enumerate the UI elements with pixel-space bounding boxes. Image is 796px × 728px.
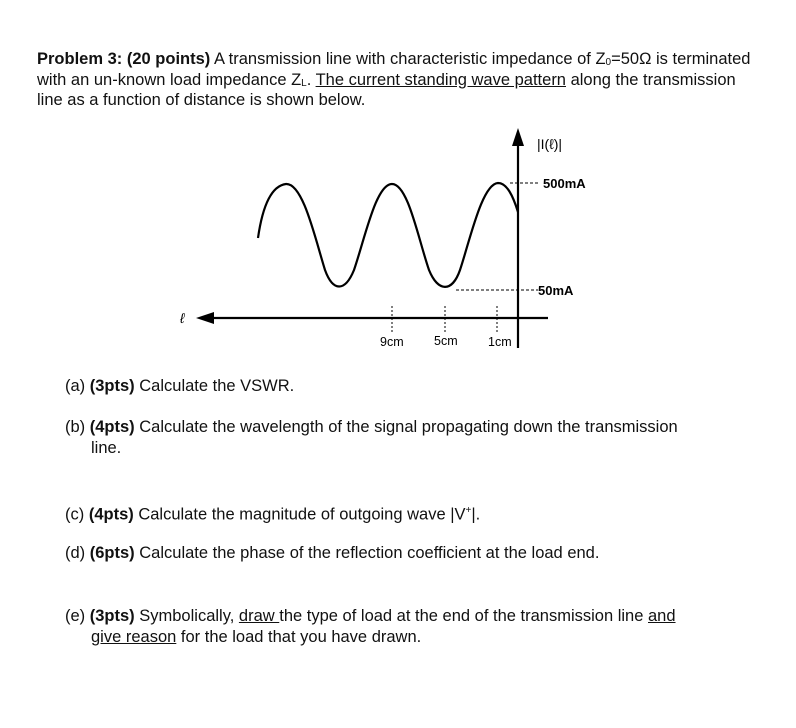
problem-text-3: . bbox=[306, 70, 316, 89]
current-axis-arrow bbox=[512, 128, 524, 146]
standing-wave-curve bbox=[258, 183, 518, 287]
y-axis-label: |I(ℓ)| bbox=[537, 136, 563, 152]
question-a-prefix: (a) bbox=[65, 377, 90, 395]
question-e-underlined-and: and bbox=[648, 607, 676, 625]
zl-subscript: L bbox=[301, 77, 307, 89]
problem-text-2: =50Ω is terminated with an un-known load impedance Z bbox=[37, 50, 751, 89]
question-c-superscript: + bbox=[465, 505, 472, 516]
question-e-points: (3pts) bbox=[89, 607, 135, 625]
question-c-prefix: (c) bbox=[65, 505, 89, 524]
distance-axis-arrow bbox=[196, 312, 214, 324]
question-b-prefix: (b) bbox=[65, 418, 90, 436]
problem-text-4: along the transmission line as a function of distance is shown below. bbox=[37, 70, 736, 109]
question-c-text: Calculate the magnitude of outgoing wave |V bbox=[133, 505, 466, 524]
tick-label-9cm: 9cm bbox=[380, 335, 404, 349]
question-b bbox=[65, 417, 755, 458]
problem-heading: Problem 3: (20 points) bbox=[37, 50, 211, 68]
problem-text-1: A transmission line with characteristic impedance of Z bbox=[210, 50, 606, 68]
question-e-continuation bbox=[65, 627, 755, 648]
question-c-points: (4pts) bbox=[88, 505, 134, 524]
min-current-label: 50mA bbox=[538, 283, 574, 298]
question-a-points: (3pts) bbox=[89, 377, 135, 395]
question-c-text-end: |. bbox=[471, 505, 481, 524]
question-a bbox=[65, 376, 755, 397]
question-e-text-3: for the load that you have drawn. bbox=[176, 627, 422, 646]
x-axis-label: ℓ bbox=[180, 310, 185, 326]
question-b-points: (4pts) bbox=[89, 418, 135, 436]
question-b-text: Calculate the wavelength of the signal propagating down the transmission bbox=[134, 418, 678, 436]
z0-subscript: 0 bbox=[605, 57, 612, 68]
question-a-text: Calculate the VSWR. bbox=[134, 377, 295, 395]
max-current-label: 500mA bbox=[543, 176, 586, 191]
question-b-continuation: line. bbox=[91, 438, 122, 457]
question-d-text: Calculate the phase of the reflection coefficient at the load end. bbox=[134, 544, 600, 562]
tick-label-5cm: 5cm bbox=[434, 334, 458, 348]
question-e-underlined-draw: draw bbox=[238, 607, 280, 625]
question-d-prefix: (d) bbox=[65, 544, 90, 562]
question-c bbox=[65, 501, 755, 525]
question-d-points: (6pts) bbox=[89, 544, 135, 562]
question-e-text-2: the type of load at the end of the transmission line bbox=[279, 607, 648, 625]
question-e-text-1: Symbolically, bbox=[134, 607, 239, 625]
question-d bbox=[65, 543, 755, 564]
problem-underlined-text: The current standing wave pattern bbox=[315, 70, 566, 89]
question-e-prefix: (e) bbox=[65, 607, 90, 625]
question-e bbox=[65, 606, 755, 647]
tick-label-1cm: 1cm bbox=[488, 335, 512, 349]
question-e-underlined-reason: give reason bbox=[91, 627, 177, 646]
